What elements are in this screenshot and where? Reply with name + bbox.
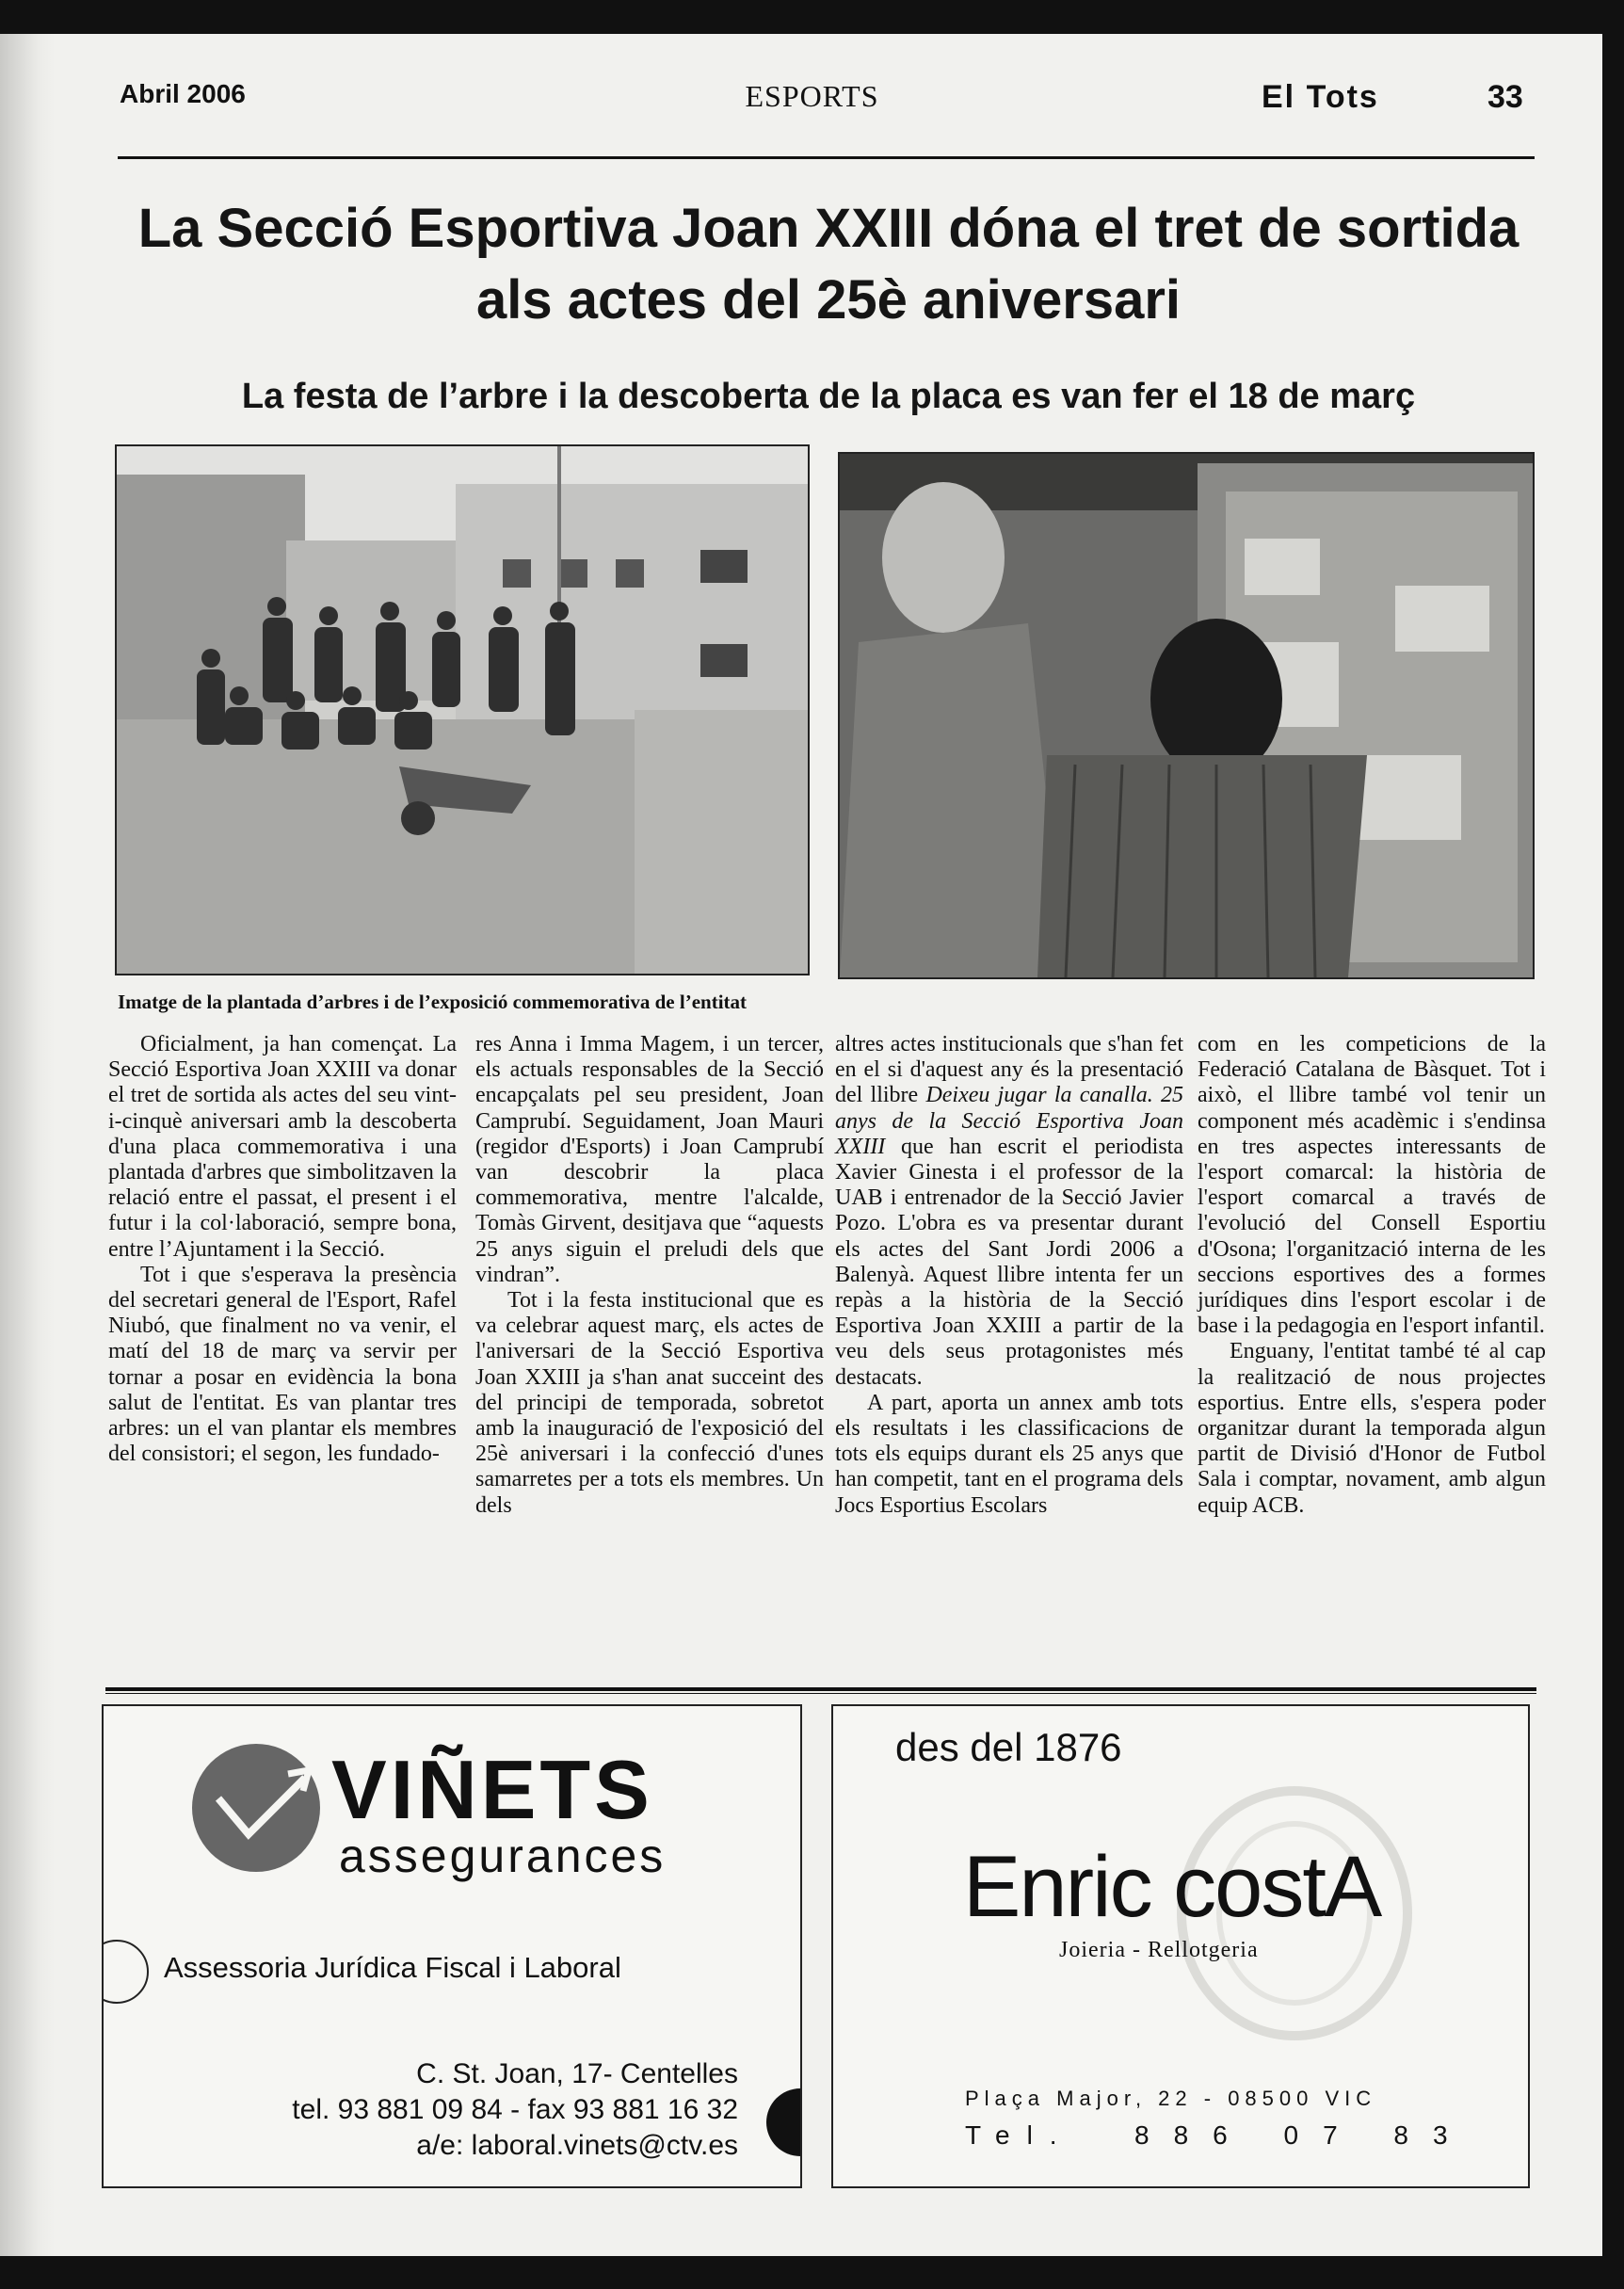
checkmark-circle-icon [190, 1742, 322, 1874]
paragraph: Tot i que s'esperava la presència del secretari general de l'Esport, Rafel Niubó, que finalment no va venir, el matí del 18 de març va servir per tornar a posar en evidència la bona salut de l'entitat. Es van plantar tres arbres: un el van plantar els membres del consistori; el segon, les fundado- [108, 1262, 457, 1467]
ad-costa-brand: Enric costA [963, 1839, 1381, 1935]
ad-vinets-address: C. St. Joan, 17- Centelles [416, 2058, 738, 2089]
paragraph: Enguany, l'entitat també té al cap la realització de nous projectes esportius. Entre ells, s'espera poder organitzar durant la temporada algun partit de Divisió d'Honor de Futbol Sala i comptar, novament, amb algun equip ACB. [1198, 1339, 1546, 1518]
ad-vinets-brand: VIÑETS [331, 1743, 653, 1836]
bracket-decoration [102, 1940, 149, 2004]
ad-costa-tel-label: Tel. [965, 2120, 1074, 2150]
ad-enric-costa [831, 1704, 1530, 2188]
photo-tree-planting [115, 444, 810, 975]
ad-vinets-service: Assessoria Jurídica Fiscal i Laboral [164, 1951, 621, 1984]
ad-costa-since: des del 1876 [895, 1725, 1122, 1769]
black-semicircle-decoration [766, 2088, 802, 2156]
header-publication: El Tots [1262, 79, 1379, 115]
ads-separator-rule [105, 1687, 1536, 1691]
header-date: Abril 2006 [120, 79, 246, 108]
ad-costa-tel-number: 886 07 83 [1134, 2120, 1472, 2150]
paragraph: altres actes institucionals que s'han fet en el si d'aquest any és la presentació del llibre Deixeu jugar la canalla. 25 anys de la Secció Esportiva Joan XXIII que han escrit el periodista Xavier Ginesta i el professor de la UAB i entrenador de la Secció Javier Pozo. L'obra es va presentar durant els actes del Sant Jordi 2006 a Balenyà. Aquest llibre intenta fer un repàs a la història de la Secció Esportiva Joan XXIII a partir de la veu dels seus protagonistes més destacats. [835, 1032, 1183, 1390]
photo-exhibition [838, 452, 1535, 979]
paragraph: Oficialment, ja han començat. La Secció Esportiva Joan XXIII va donar el tret de sortida als actes del seu vint-i-cinquè aniversari amb la descoberta d'una placa commemorativa i una plantada d'arbres que simbolitzaven la relació entre el passat, el present i el futur i la col·laboració, sempre bona, entre l’Ajuntament i la Secció. [108, 1032, 457, 1262]
paragraph: res Anna i Imma Magem, i un tercer, els actuals responsables de la Secció encapçalats pel seu president, Joan Camprubí. Seguidament, Joan Mauri (regidor d'Esports) i Joan Camprubí van descobrir la placa commemorativa, mentre l'alcalde, Tomàs Girvent, desitjava que “aquests 25 anys siguin el preludi dels que vindran”. [475, 1032, 824, 1287]
article-column-3 [835, 1032, 1183, 1519]
ad-vinets-subtitle: assegurances [339, 1830, 667, 1882]
ad-costa-address: Plaça Major, 22 - 08500 VIC [965, 2087, 1377, 2110]
ads-separator-rule-thin [105, 1693, 1536, 1694]
header-section: ESPORTS [745, 79, 879, 113]
book-title: Deixeu jugar la canalla. 25 anys de la Secció Esportiva Joan XXIII [835, 1083, 1183, 1159]
paragraph: Tot i la festa institucional que es va celebrar aquest març, els actes de l'aniversari de la Secció Esportiva Joan XXIII ja s'han anat succeint des del principi de temporada, sobretot amb la inauguració de l'exposició del 25è aniversari i la confecció d'unes samarretes per a tots els membres. Un dels [475, 1288, 824, 1518]
paragraph: A part, aporta un annex amb tots els resultats i les classificacions de tots els equips durant els 25 anys que han competit, tant en el programa dels Jocs Esportius Escolars [835, 1390, 1183, 1518]
ad-vinets-phone: tel. 93 881 09 84 - fax 93 881 16 32 [292, 2094, 738, 2125]
article-column-4 [1198, 1032, 1546, 1519]
paragraph: com en les competicions de la Federació Catalana de Bàsquet. Tot i això, el llibre també vol tenir un component més acadèmic i s'endinsa en tres aspectes interessants de l'esport comarcal: la història de l'esport comarcal a través de l'evolució del Consell Esportiu d'Osona; l'organització interna de les seccions esportives des a formes jurídiques dins l'esport escolar i de base i la pedagogia en l'esport infantil. [1198, 1032, 1546, 1339]
article-column-2 [475, 1032, 824, 1519]
ad-vinets-email: a/e: laboral.vinets@ctv.es [416, 2130, 738, 2161]
page-spine-shadow [0, 34, 55, 2256]
ad-vinets [102, 1704, 802, 2188]
article-column-1 [108, 1032, 457, 1467]
article-subtitle: La festa de l’arbre i la descoberta de la placa es van fer el 18 de març [241, 377, 1416, 416]
photo-caption: Imatge de la plantada d’arbres i de l’exposició commemorativa de l’entitat [118, 991, 748, 1013]
header-page-number: 33 [1487, 79, 1523, 115]
article-title: La Secció Esportiva Joan XXIII dóna el tret de sortida als actes del 25è aniversari [137, 198, 1519, 330]
ad-costa-subtitle: Joieria - Rellotgeria [1059, 1938, 1259, 1962]
header-rule [118, 156, 1535, 159]
